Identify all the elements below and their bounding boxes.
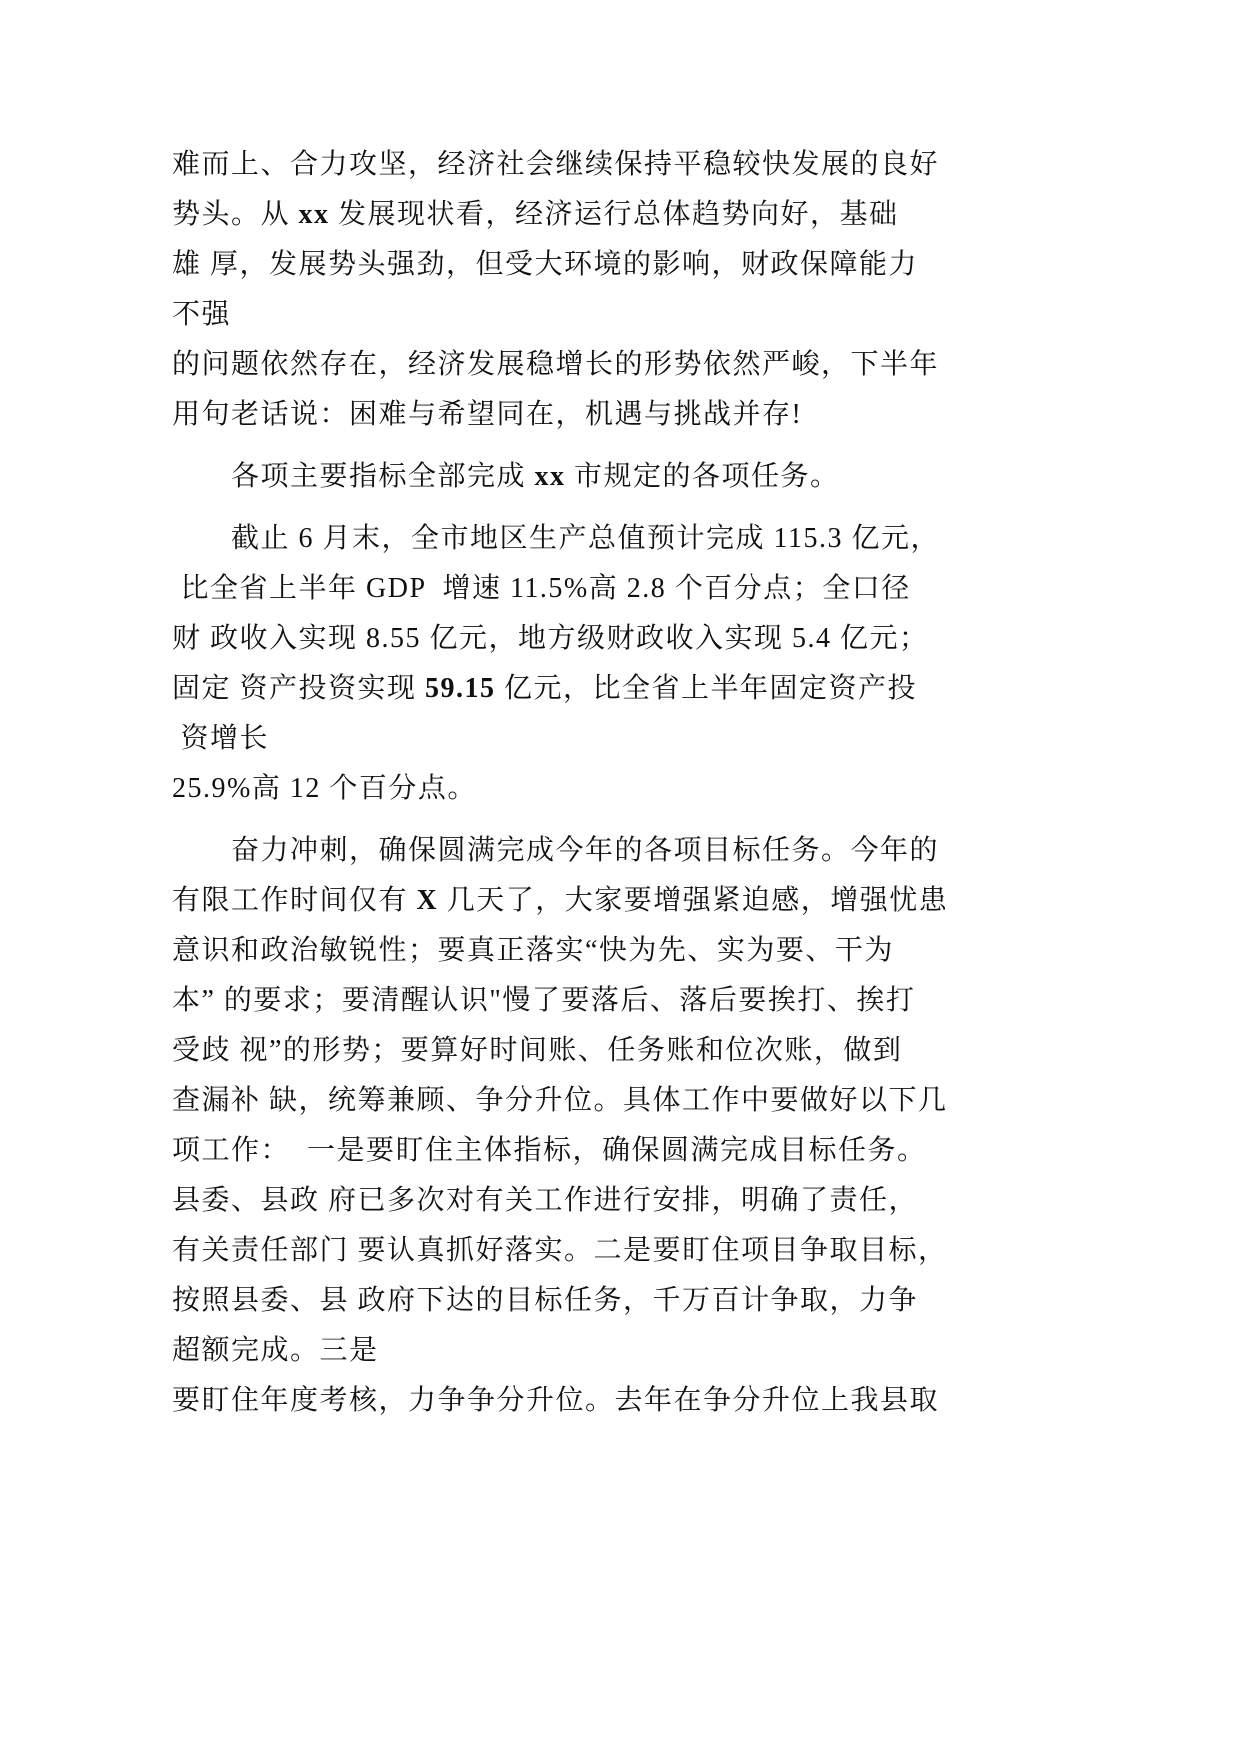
text-line [172,190,1072,240]
text-line [172,1276,1072,1326]
text-line [172,1376,1072,1426]
text-segment: 不强 [172,299,232,330]
text-line [172,926,1072,976]
text-line [172,1076,1072,1126]
text-segment: 查漏补 缺，统筹兼顾、争分升位。具体工作中要做好以下几 [172,1085,948,1116]
text-line [172,764,1072,814]
paragraph [172,452,1072,502]
bold-text: xx [534,461,566,492]
text-segment: 按照县委、县 政府下达的目标任务，千万百计争取，力争 [172,1285,919,1316]
text-segment: 截止 6 月末，全市地区生产总值预计完成 115.3 亿元， [231,523,940,554]
text-line [172,1176,1072,1226]
paragraph [172,826,1072,1426]
text-line [172,140,1072,190]
text-segment: 势头。从 [172,199,299,230]
text-segment: 市规定的各项任务。 [565,461,840,492]
text-segment: 奋力冲刺，确保圆满完成今年的各项目标任务。今年的 [231,835,940,866]
text-line [172,1126,1072,1176]
text-line [172,390,1072,440]
text-line [172,514,1072,564]
text-line [172,876,1072,926]
text-line [172,976,1072,1026]
text-line [172,564,1072,614]
text-line [172,664,1072,714]
text-segment: 各项主要指标全部完成 [231,461,535,492]
text-line [172,452,1072,502]
text-segment: 发展现状看，经济运行总体趋势向好，基础 [329,199,899,230]
text-segment: 有限工作时间仅有 [172,885,417,916]
text-segment: 县委、县政 府已多次对有关工作进行安排，明确了责任， [172,1185,919,1216]
text-line [172,614,1072,664]
text-segment: 比全省上半年 GDP 增速 11.5%高 2.8 个百分点；全口径 [172,573,911,604]
text-segment: 财 政收入实现 8.55 亿元，地方级财政收入实现 5.4 亿元； [172,623,929,654]
text-line [172,1326,1072,1376]
text-line [172,1026,1072,1076]
text-segment: 项工作： 一是要盯住主体指标，确保圆满完成目标任务。 [172,1135,927,1166]
paragraph [172,514,1072,814]
text-line [172,714,1072,764]
text-segment: 用句老话说：困难与希望同在，机遇与挑战并存! [172,399,803,430]
text-line [172,240,1072,290]
bold-text: xx [298,199,330,230]
bold-text: 59.15 [425,673,496,704]
text-segment: 的问题依然存在，经济发展稳增长的形势依然严峻，下半年 [172,349,940,380]
text-segment: 几天了，大家要增强紧迫感，增强忧患 [438,885,949,916]
text-segment: 本” 的要求；要清醒认识"慢了要落后、落后要挨打、挨打 [172,985,916,1016]
text-segment: 有关责任部门 要认真抓好落实。二是要盯住项目争取目标， [172,1235,948,1266]
text-segment: 要盯住年度考核，力争争分升位。去年在争分升位上我县取 [172,1385,940,1416]
text-segment: 意识和政治敏锐性；要真正落实“快为先、实为要、干为 [172,935,894,966]
text-line [172,826,1072,876]
text-segment: 受歧 视”的形势；要算好时间账、任务账和位次账，做到 [172,1035,903,1066]
document-body [172,140,1072,1426]
text-line [172,340,1072,390]
text-line [172,290,1072,340]
text-segment: 难而上、合力攻坚，经济社会继续保持平稳较快发展的良好 [172,149,940,180]
text-segment: 雄 厚，发展势头强劲，但受大环境的影响，财政保障能力 [172,249,919,280]
text-segment: 超额完成。三是 [172,1335,379,1366]
text-line [172,1226,1072,1276]
text-segment: 亿元，比全省上半年固定资产投 [495,673,918,704]
text-segment: 资增长 [172,723,270,754]
bold-text: X [416,885,439,916]
text-segment: 固定 资产投资实现 [172,673,426,704]
text-segment: 25.9%高 12 个百分点。 [172,773,477,804]
paragraph [172,140,1072,440]
